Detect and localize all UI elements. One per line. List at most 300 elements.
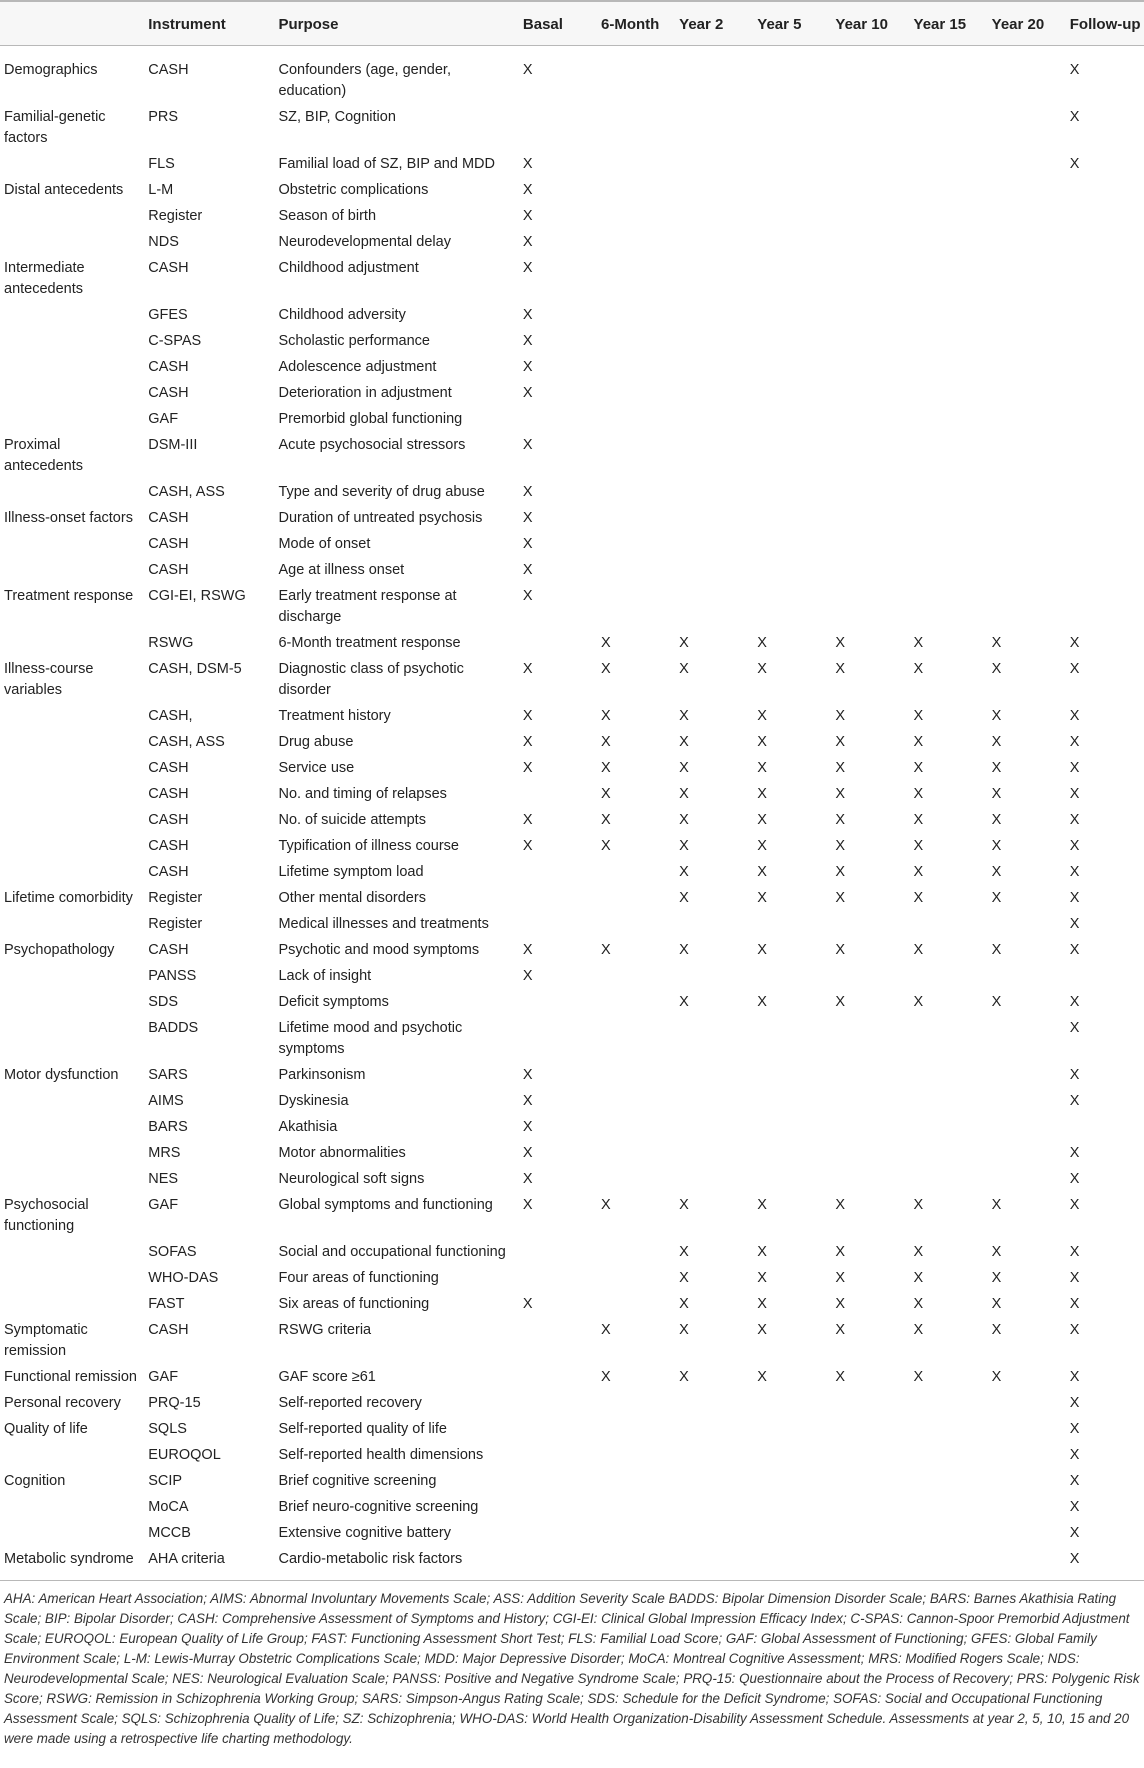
domain-cell — [0, 1169, 144, 1195]
assessment-mark-cell — [910, 508, 988, 534]
purpose-cell: Six areas of functioning — [278, 1296, 430, 1312]
assessment-mark-cell: X — [1066, 1549, 1144, 1581]
assessment-mark-cell — [988, 1169, 1066, 1195]
instrument-cell: PRQ-15 — [148, 1395, 201, 1411]
assessment-mark-cell — [675, 1419, 753, 1445]
assessment-mark-cell: X — [1069, 786, 1080, 802]
table-row — [0, 1242, 1144, 1268]
assessment-mark-cell — [910, 232, 988, 258]
assessment-mark-cell — [519, 1393, 597, 1419]
column-header: Follow-up — [1066, 1, 1144, 46]
instrument-cell: EUROQOL — [148, 1447, 221, 1463]
assessment-mark-cell — [597, 1445, 675, 1471]
table-row — [0, 508, 1144, 534]
assessment-mark-cell: X — [757, 812, 767, 828]
instrument-cell: MRS — [148, 1145, 181, 1161]
assessment-mark-cell: X — [913, 812, 924, 828]
table-row — [0, 232, 1144, 258]
domain-cell — [0, 482, 144, 508]
assessment-mark-cell — [519, 633, 597, 659]
assessment-mark-cell — [988, 1523, 1066, 1549]
assessment-mark-cell — [519, 1549, 597, 1581]
purpose-cell: Duration of untreated psychosis — [278, 510, 483, 526]
assessment-mark-cell — [753, 258, 831, 305]
table-row — [0, 940, 1144, 966]
domain-cell — [0, 732, 144, 758]
assessment-mark-cell — [597, 357, 675, 383]
assessment-mark-cell — [910, 1497, 988, 1523]
column-header: Year 5 — [753, 1, 831, 46]
assessment-mark-cell — [753, 1523, 831, 1549]
domain-cell — [0, 633, 144, 659]
assessment-mark-cell — [597, 534, 675, 560]
assessment-mark-cell — [831, 1018, 909, 1065]
assessment-mark-cell: X — [522, 588, 533, 604]
table-row — [0, 1065, 1144, 1091]
column-header: Purpose — [274, 1, 518, 46]
table-row — [0, 1523, 1144, 1549]
assessment-mark-cell: X — [991, 864, 1002, 880]
table-row — [0, 1367, 1144, 1393]
assessment-mark-cell: X — [913, 890, 924, 906]
assessment-mark-cell: X — [522, 1067, 533, 1083]
instrument-cell: CASH — [148, 536, 189, 552]
assessment-mark-cell: X — [757, 635, 767, 651]
instrument-cell: CASH — [148, 864, 189, 880]
assessment-mark-cell — [910, 435, 988, 482]
assessment-mark-cell — [753, 534, 831, 560]
assessment-mark-cell: X — [835, 1322, 846, 1338]
instrument-cell: PRS — [148, 109, 179, 125]
domain-cell — [0, 534, 144, 560]
assessment-mark-cell: X — [1069, 734, 1080, 750]
assessment-mark-cell — [675, 586, 753, 633]
assessment-mark-cell: X — [757, 838, 767, 854]
table-row — [0, 1419, 1144, 1445]
purpose-cell: Akathisia — [278, 1119, 338, 1135]
assessment-mark-cell — [753, 1117, 831, 1143]
column-header: Basal — [519, 1, 597, 46]
table-row — [0, 1117, 1144, 1143]
assessment-mark-cell — [988, 508, 1066, 534]
assessment-mark-cell — [597, 1143, 675, 1169]
assessment-mark-cell — [597, 435, 675, 482]
assessment-mark-cell — [519, 1419, 597, 1445]
instrument-cell: NDS — [148, 234, 179, 250]
assessment-mark-cell — [988, 1445, 1066, 1471]
assessment-mark-cell — [519, 1242, 597, 1268]
table-row — [0, 357, 1144, 383]
assessment-mark-cell — [910, 966, 988, 992]
assessment-mark-cell: X — [757, 994, 767, 1010]
assessment-mark-cell: X — [991, 734, 1002, 750]
instrument-cell: CASH — [148, 562, 189, 578]
assessment-mark-cell — [519, 1497, 597, 1523]
assessment-mark-cell: X — [913, 838, 924, 854]
assessment-mark-cell: X — [679, 708, 689, 724]
assessment-mark-cell: X — [522, 484, 533, 500]
assessment-mark-cell — [831, 534, 909, 560]
assessment-mark-cell — [831, 914, 909, 940]
assessment-mark-cell — [597, 305, 675, 331]
assessment-mark-cell — [675, 206, 753, 232]
assessment-mark-cell: X — [835, 786, 846, 802]
domain-cell — [0, 784, 144, 810]
assessment-mark-cell: X — [679, 1270, 689, 1286]
assessment-mark-cell — [753, 305, 831, 331]
assessment-mark-cell: X — [1069, 1421, 1080, 1437]
assessment-mark-cell — [519, 862, 597, 888]
assessment-mark-cell — [988, 586, 1066, 633]
assessment-mark-cell — [910, 1143, 988, 1169]
assessment-mark-cell — [831, 232, 909, 258]
assessment-mark-cell — [910, 1018, 988, 1065]
assessment-mark-cell: X — [991, 760, 1002, 776]
domain-cell: Proximal antecedents — [4, 437, 84, 474]
assessment-mark-cell — [675, 331, 753, 357]
assessment-mark-cell: X — [1069, 812, 1080, 828]
assessment-mark-cell — [988, 482, 1066, 508]
assessment-mark-cell — [988, 1393, 1066, 1419]
assessment-mark-cell — [519, 1320, 597, 1367]
assessment-mark-cell: X — [679, 1244, 689, 1260]
assessment-mark-cell: X — [1069, 62, 1080, 78]
assessment-mark-cell — [988, 435, 1066, 482]
header-row — [0, 1, 1144, 46]
assessment-mark-cell: X — [757, 1197, 767, 1213]
assessment-mark-cell: X — [757, 1244, 767, 1260]
assessment-mark-cell — [910, 482, 988, 508]
assessment-mark-cell — [597, 1471, 675, 1497]
column-header: Instrument — [144, 1, 274, 46]
domain-cell — [0, 206, 144, 232]
assessment-mark-cell: X — [679, 1197, 689, 1213]
assessment-mark-cell: X — [601, 1197, 611, 1213]
table-row — [0, 659, 1144, 706]
assessment-mark-cell — [831, 1549, 909, 1581]
assessment-mark-cell: X — [679, 760, 689, 776]
purpose-cell: Childhood adversity — [278, 307, 406, 323]
assessment-mark-cell: X — [991, 708, 1002, 724]
assessment-mark-cell — [753, 482, 831, 508]
instrument-cell: SARS — [148, 1067, 188, 1083]
assessment-mark-cell: X — [1069, 1145, 1080, 1161]
table-row — [0, 331, 1144, 357]
assessment-mark-cell — [753, 435, 831, 482]
domain-cell — [0, 1523, 144, 1549]
assessment-mark-cell: X — [835, 890, 846, 906]
table-row — [0, 1471, 1144, 1497]
assessment-mark-cell — [988, 331, 1066, 357]
assessment-mark-cell — [519, 1367, 597, 1393]
domain-cell — [0, 357, 144, 383]
assessment-mark-cell — [675, 482, 753, 508]
assessment-mark-cell — [1066, 534, 1144, 560]
assessment-mark-cell — [988, 1065, 1066, 1091]
purpose-cell: Parkinsonism — [278, 1067, 366, 1083]
assessment-mark-cell: X — [1069, 1244, 1080, 1260]
instrument-cell: CASH — [148, 812, 189, 828]
assessment-mark-cell: X — [991, 838, 1002, 854]
assessment-mark-cell: X — [522, 942, 533, 958]
assessment-mark-cell — [831, 482, 909, 508]
assessment-mark-cell — [597, 1169, 675, 1195]
assessment-mark-cell: X — [601, 1369, 611, 1385]
assessment-mark-cell — [597, 1065, 675, 1091]
assessment-mark-cell — [675, 1143, 753, 1169]
assessment-mark-cell: X — [1069, 661, 1080, 677]
purpose-cell: 6-Month treatment response — [278, 635, 461, 651]
purpose-cell: Diagnostic class of psychotic disorder — [278, 661, 464, 698]
assessment-mark-cell — [753, 1419, 831, 1445]
assessment-mark-cell — [675, 232, 753, 258]
assessment-mark-cell — [831, 331, 909, 357]
assessment-mark-cell: X — [522, 437, 533, 453]
assessment-mark-cell — [597, 992, 675, 1018]
table-row — [0, 383, 1144, 409]
instrument-cell: BADDS — [148, 1020, 199, 1036]
assessment-mark-cell — [519, 784, 597, 810]
assessment-mark-cell: X — [1069, 1322, 1080, 1338]
assessment-mark-cell — [988, 409, 1066, 435]
assessment-mark-cell — [831, 1065, 909, 1091]
column-header — [0, 1, 144, 46]
instrument-cell: FLS — [148, 156, 175, 172]
assessment-mark-cell — [910, 914, 988, 940]
assessment-mark-cell — [910, 180, 988, 206]
assessment-mark-cell — [675, 560, 753, 586]
purpose-cell: Treatment history — [278, 708, 391, 724]
table-row — [0, 888, 1144, 914]
assessment-mark-cell — [675, 409, 753, 435]
assessment-mark-cell — [753, 180, 831, 206]
assessment-mark-cell — [910, 107, 988, 154]
purpose-cell: Global symptoms and functioning — [278, 1197, 493, 1213]
assessment-mark-cell — [831, 1419, 909, 1445]
instrument-cell: GAF — [148, 1197, 179, 1213]
assessment-mark-cell: X — [835, 635, 846, 651]
assessment-mark-cell — [597, 914, 675, 940]
table-row — [0, 992, 1144, 1018]
domain-cell: Familial-genetic factors — [4, 109, 106, 146]
table-row — [0, 784, 1144, 810]
assessment-mark-cell — [753, 560, 831, 586]
assessment-mark-cell — [910, 560, 988, 586]
assessment-mark-cell — [831, 1471, 909, 1497]
assessment-mark-cell: X — [913, 760, 924, 776]
instrument-cell: CASH — [148, 359, 189, 375]
instrument-cell: CASH, ASS — [148, 484, 225, 500]
assessment-mark-cell: X — [1069, 1296, 1080, 1312]
assessment-mark-cell: X — [1069, 760, 1080, 776]
assessment-mark-cell — [597, 46, 675, 108]
assessment-mark-cell — [597, 258, 675, 305]
purpose-cell: Medical illnesses and treatments — [278, 916, 489, 932]
assessment-mark-cell — [910, 46, 988, 108]
assessment-mark-cell — [988, 383, 1066, 409]
assessment-mark-cell — [675, 46, 753, 108]
assessment-mark-cell — [519, 1471, 597, 1497]
purpose-cell: Social and occupational functioning — [278, 1244, 506, 1260]
assessment-mark-cell — [1066, 560, 1144, 586]
assessment-mark-cell: X — [835, 994, 846, 1010]
purpose-cell: Cardio-metabolic risk factors — [274, 1549, 518, 1581]
assessment-mark-cell — [675, 357, 753, 383]
purpose-cell: Deficit symptoms — [278, 994, 389, 1010]
instrument-cell: L-M — [148, 182, 174, 198]
instrument-cell: PANSS — [148, 968, 197, 984]
domain-cell: Functional remission — [4, 1369, 137, 1385]
assessment-mark-cell — [597, 409, 675, 435]
assessment-mark-cell — [1066, 409, 1144, 435]
assessment-mark-cell: X — [1069, 1499, 1080, 1515]
assessment-mark-cell — [910, 1419, 988, 1445]
assessment-mark-cell: X — [913, 1270, 924, 1286]
assessment-mark-cell — [675, 1497, 753, 1523]
purpose-cell: Familial load of SZ, BIP and MDD — [278, 156, 495, 172]
table-row — [0, 1169, 1144, 1195]
table-row — [0, 914, 1144, 940]
table-row — [0, 810, 1144, 836]
assessment-mark-cell: X — [991, 812, 1002, 828]
domain-cell — [0, 409, 144, 435]
assessment-mark-cell — [753, 966, 831, 992]
assessment-mark-cell — [753, 331, 831, 357]
assessment-mark-cell — [831, 1393, 909, 1419]
assessment-mark-cell — [753, 409, 831, 435]
assessment-mark-cell — [910, 1065, 988, 1091]
assessment-mark-cell — [519, 914, 597, 940]
assessment-mark-cell: X — [991, 786, 1002, 802]
instrument-cell: AIMS — [148, 1093, 184, 1109]
assessment-mark-cell: X — [913, 708, 924, 724]
assessment-mark-cell: X — [991, 1322, 1002, 1338]
instrument-cell: CASH — [148, 260, 189, 276]
table-row — [0, 258, 1144, 305]
purpose-cell: Other mental disorders — [278, 890, 426, 906]
assessment-mark-cell — [831, 383, 909, 409]
assessment-mark-cell — [597, 560, 675, 586]
domain-cell — [0, 1143, 144, 1169]
assessment-mark-cell: X — [1069, 1020, 1080, 1036]
purpose-cell: Extensive cognitive battery — [278, 1525, 451, 1541]
domain-cell — [0, 1445, 144, 1471]
table-row — [0, 482, 1144, 508]
table-row — [0, 706, 1144, 732]
assessment-mark-cell — [675, 1523, 753, 1549]
assessment-mark-cell: X — [522, 510, 533, 526]
table-row — [0, 1445, 1144, 1471]
assessment-mark-cell: X — [522, 708, 533, 724]
domain-cell — [0, 1018, 144, 1065]
assessment-mark-cell — [831, 206, 909, 232]
domain-cell — [0, 560, 144, 586]
assessment-mark-cell: X — [991, 661, 1002, 677]
table-row — [0, 732, 1144, 758]
assessment-mark-cell — [988, 534, 1066, 560]
assessment-mark-cell — [988, 1471, 1066, 1497]
table-header — [0, 1, 1144, 46]
assessment-mark-cell: X — [601, 734, 611, 750]
assessment-mark-cell: X — [1069, 1270, 1080, 1286]
assessment-mark-cell — [831, 180, 909, 206]
table-row — [0, 409, 1144, 435]
purpose-cell: Premorbid global functioning — [278, 411, 463, 427]
assessment-mark-cell — [831, 107, 909, 154]
assessment-mark-cell: X — [601, 708, 611, 724]
table-row — [0, 435, 1144, 482]
assessment-mark-cell — [988, 258, 1066, 305]
assessment-mark-cell: X — [835, 708, 846, 724]
table-row — [0, 1091, 1144, 1117]
assessment-mark-cell — [753, 1393, 831, 1419]
assessment-mark-cell — [753, 232, 831, 258]
assessment-mark-cell — [675, 1091, 753, 1117]
assessment-mark-cell — [1066, 482, 1144, 508]
domain-cell — [0, 706, 144, 732]
assessment-mark-cell — [831, 409, 909, 435]
assessment-mark-cell: X — [522, 234, 533, 250]
assessment-mark-cell — [597, 1393, 675, 1419]
domain-cell — [0, 966, 144, 992]
purpose-cell: Self-reported recovery — [278, 1395, 422, 1411]
assessment-mark-cell — [831, 1523, 909, 1549]
assessment-mark-cell — [1066, 435, 1144, 482]
domain-cell — [0, 1268, 144, 1294]
assessment-mark-cell — [988, 1091, 1066, 1117]
assessment-mark-cell: X — [522, 156, 533, 172]
assessment-mark-cell — [910, 1117, 988, 1143]
assessment-mark-cell: X — [757, 890, 767, 906]
purpose-cell: Service use — [278, 760, 355, 776]
assessment-mark-cell: X — [991, 1244, 1002, 1260]
assessment-mark-cell: X — [522, 760, 533, 776]
table-row — [0, 1294, 1144, 1320]
purpose-cell: Confounders (age, gender, education) — [278, 62, 451, 99]
assessment-mark-cell: X — [913, 635, 924, 651]
assessment-mark-cell — [910, 586, 988, 633]
table-row — [0, 836, 1144, 862]
assessment-mark-cell — [597, 154, 675, 180]
assessment-mark-cell — [519, 888, 597, 914]
assessment-mark-cell: X — [679, 1369, 689, 1385]
purpose-cell: No. and timing of relapses — [278, 786, 447, 802]
assessment-mark-cell — [519, 1018, 597, 1065]
domain-cell — [0, 331, 144, 357]
assessment-mark-cell — [831, 1497, 909, 1523]
table-row — [0, 180, 1144, 206]
assessment-mark-cell — [597, 508, 675, 534]
assessment-mark-cell — [597, 1497, 675, 1523]
domain-cell — [0, 383, 144, 409]
instrument-cell: C-SPAS — [148, 333, 202, 349]
assessment-mark-cell — [1066, 206, 1144, 232]
assessment-mark-cell — [597, 1091, 675, 1117]
assessment-mark-cell: X — [757, 708, 767, 724]
instrument-cell: SCIP — [148, 1473, 183, 1489]
assessment-mark-cell — [753, 1497, 831, 1523]
instrument-cell: WHO-DAS — [148, 1270, 219, 1286]
assessment-mark-cell: X — [1069, 890, 1080, 906]
purpose-cell: Scholastic performance — [278, 333, 430, 349]
assessment-mark-cell — [988, 966, 1066, 992]
assessment-mark-cell — [597, 966, 675, 992]
column-header: Year 20 — [988, 1, 1066, 46]
assessment-mark-cell — [753, 1549, 831, 1581]
table-row — [0, 534, 1144, 560]
assessment-mark-cell — [988, 560, 1066, 586]
table-row — [0, 1549, 1144, 1581]
